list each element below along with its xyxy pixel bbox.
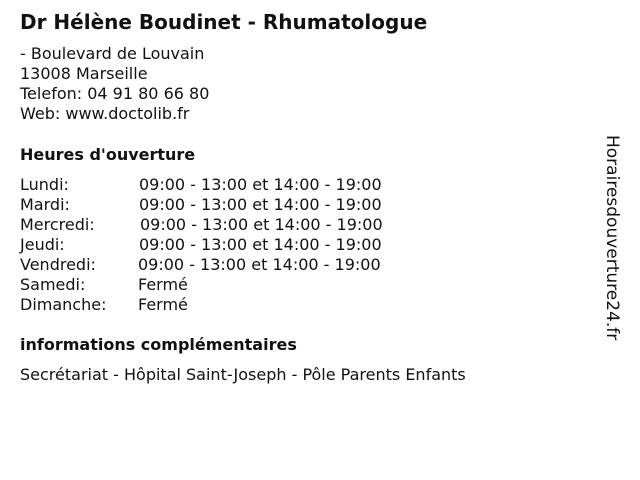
info-heading: informations complémentaires xyxy=(20,335,297,354)
hours-time: 09:00 - 13:00 et 14:00 - 19:00 xyxy=(139,175,382,194)
info-text: Secrétariat - Hôpital Saint-Joseph - Pôle Parents Enfants xyxy=(20,365,466,384)
page-title: Dr Hélène Boudinet - Rhumatologue xyxy=(20,10,428,34)
hours-day: Jeudi: xyxy=(20,235,65,254)
watermark: Horairesdouverture24.fr xyxy=(602,135,622,341)
hours-day: Vendredi: xyxy=(20,255,96,274)
hours-time: 09:00 - 13:00 et 14:00 - 19:00 xyxy=(138,255,381,274)
hours-time: 09:00 - 13:00 et 14:00 - 19:00 xyxy=(139,235,382,254)
hours-day: Mercredi: xyxy=(20,215,95,234)
hours-day: Lundi: xyxy=(20,175,69,194)
hours-day: Dimanche: xyxy=(20,295,107,314)
hours-day: Mardi: xyxy=(20,195,70,214)
hours-time: Fermé xyxy=(138,295,188,314)
phone-number: Telefon: 04 91 80 66 80 xyxy=(20,84,210,103)
address-street: - Boulevard de Louvain xyxy=(20,44,205,63)
hours-time: 09:00 - 13:00 et 14:00 - 19:00 xyxy=(139,195,382,214)
hours-time: 09:00 - 13:00 et 14:00 - 19:00 xyxy=(140,215,383,234)
address-city: 13008 Marseille xyxy=(20,64,148,83)
hours-time: Fermé xyxy=(138,275,188,294)
hours-day: Samedi: xyxy=(20,275,86,294)
hours-heading: Heures d'ouverture xyxy=(20,145,196,164)
website: Web: www.doctolib.fr xyxy=(20,104,190,123)
contact-block xyxy=(20,44,209,124)
